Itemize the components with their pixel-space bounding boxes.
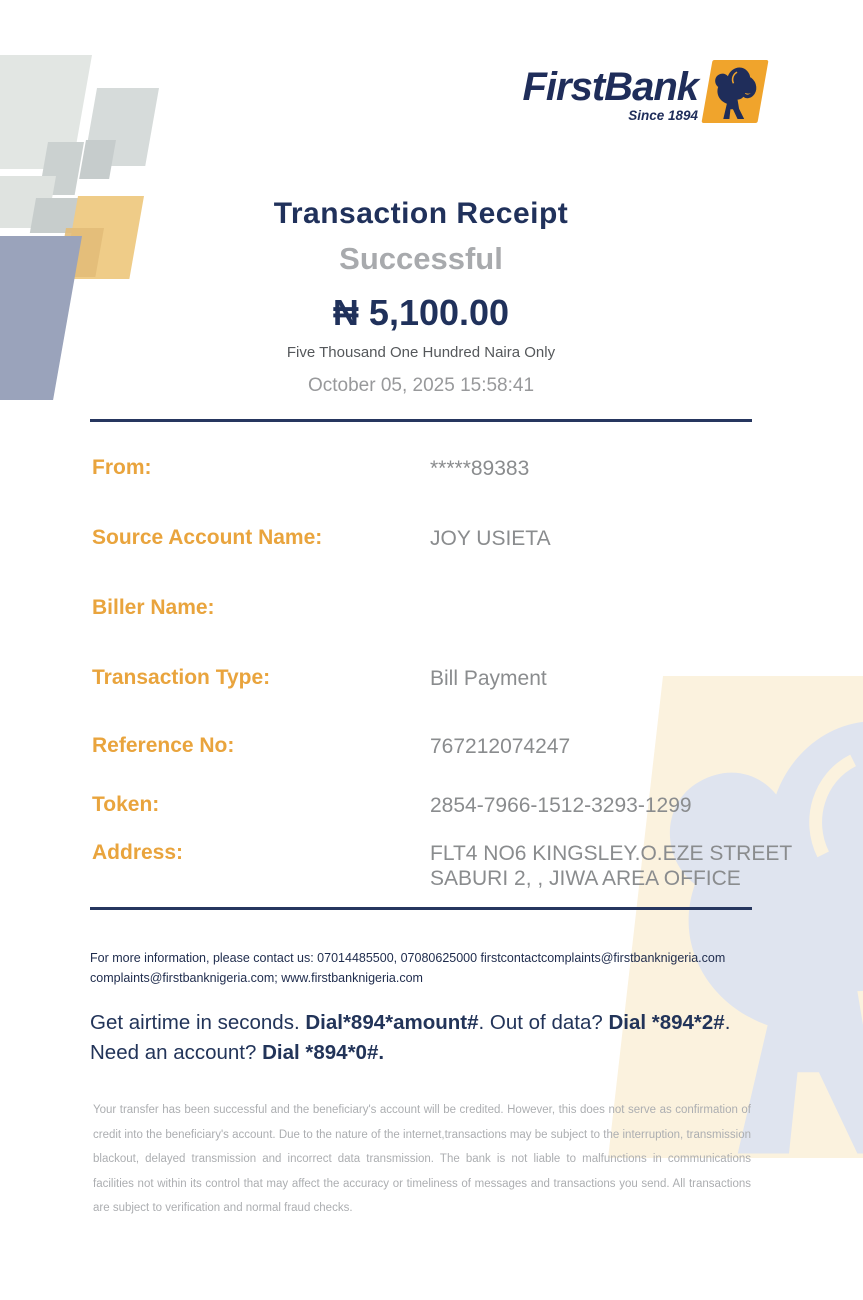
field-row-token [92, 791, 752, 819]
field-value: *****89383 [430, 457, 530, 480]
field-value [430, 594, 863, 596]
promo-part-ussd: Dial *894*0#. [262, 1041, 385, 1064]
page-title: Transaction Receipt [273, 197, 569, 230]
promo-text [90, 1008, 752, 1068]
field-label: Token: [92, 793, 160, 816]
promo-part-ussd: Dial *894*2# [608, 1011, 725, 1034]
promo-part: . Need an account? [90, 1011, 731, 1064]
amount-in-words: Five Thousand One Hundred Naira Only [286, 344, 556, 361]
field-row-reference-no [92, 732, 752, 760]
field-row-source-account-name [92, 524, 752, 552]
receipt-content [90, 0, 792, 1221]
decor-shape [0, 236, 82, 400]
field-label: From: [92, 456, 152, 479]
field-value: JOY USIETA [430, 527, 551, 550]
field-row-transaction-type [92, 664, 752, 692]
promo-part-ussd: Dial*894*amount# [305, 1011, 479, 1034]
disclaimer-text: Your transfer has been successful and the beneficiary's account will be credited. However, this does not serve as confirmation of credit into the beneficiary's account. Due to the nature of the internet,transactions may be subject to the interruption, transmission blackout, delayed transmission and incorrect data transmission. The bank is not liable to malfunctions in communications facilities not within its control that may affect the accuracy or timeliness of messages and transactions you send. All transactions are subject to verification and normal fraud checks. [93, 1104, 751, 1214]
field-value: 767212074247 [430, 735, 571, 758]
divider-top [90, 419, 752, 422]
divider-bottom [90, 907, 752, 910]
field-label: Source Account Name: [92, 526, 323, 549]
field-label: Address: [92, 841, 184, 864]
status-text: Successful [339, 241, 503, 276]
field-value: 2854-7966-1512-3293-1299 [430, 794, 692, 817]
amount: ₦ 5,100.00 [332, 292, 510, 333]
field-label: Reference No: [92, 734, 235, 757]
promo-part: Get airtime in seconds. [90, 1011, 306, 1034]
promo-part: . Out of data? [478, 1011, 609, 1034]
brand-name: FirstBank [522, 65, 698, 109]
field-value: FLT4 NO6 KINGSLEY.O.EZE STREET SABURI 2, , JIWA AREA OFFICE [430, 842, 792, 890]
brand-tagline: Since 1894 [628, 108, 698, 123]
field-row-from [92, 454, 752, 482]
field-row-address [92, 839, 792, 891]
transaction-datetime: October 05, 2025 15:58:41 [307, 375, 535, 396]
field-row-biller-name [92, 594, 752, 622]
field-list [92, 454, 792, 891]
field-label: Biller Name: [92, 596, 215, 619]
field-value: Bill Payment [430, 667, 547, 690]
field-label: Transaction Type: [92, 666, 271, 689]
contact-info: For more information, please contact us: 07014485500, 07080625000 firstcontactcomplaints@firstbanknigeria.com complaints@firstbanknigeria.com; www.firstbanknigeria.com [90, 951, 726, 985]
